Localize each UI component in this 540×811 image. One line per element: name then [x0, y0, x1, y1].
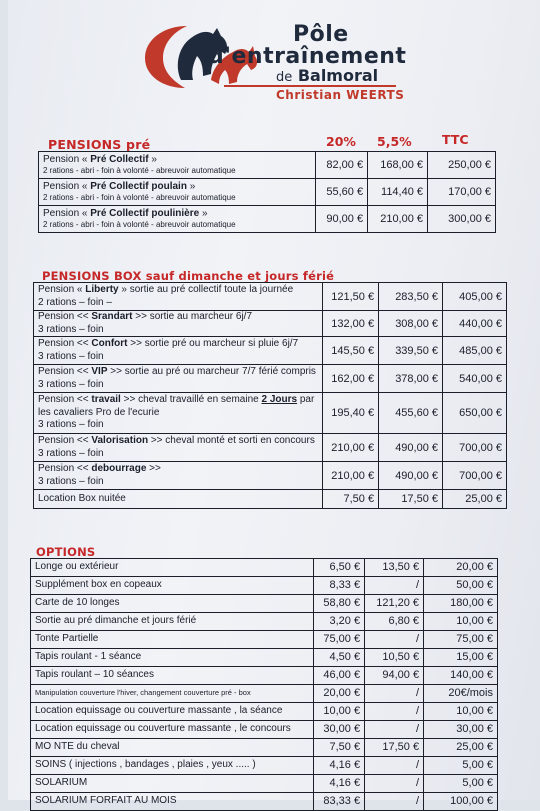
price-ttc: 30,00 € [424, 721, 498, 739]
pension-title-line [38, 366, 318, 379]
price-ttc: 700,00 € [443, 462, 507, 490]
price-ht-5-5: / [365, 793, 424, 811]
pension-details: les cavaliers Pro de l'ecurie [38, 406, 160, 418]
price-ttc: 15,00 € [424, 649, 498, 667]
pension-title-line [43, 181, 195, 192]
pension-description [34, 490, 323, 509]
price-ttc: 5,00 € [424, 775, 498, 793]
table-row [31, 703, 498, 721]
price-ht-20: 132,00 € [323, 311, 379, 337]
brand-location-prefix: de [276, 70, 293, 85]
price-ht-5-5: / [365, 703, 424, 721]
option-label: Sortie au pré dimanche et jours férié [31, 613, 314, 631]
option-label: Longe ou extérieur [31, 559, 314, 577]
pension-suffix: >> sortie au marcheur 6j/7 [132, 311, 253, 322]
price-ttc: 20,00 € [424, 559, 498, 577]
price-ttc: 405,00 € [443, 283, 507, 311]
table-row [31, 613, 498, 631]
option-label: Carte de 10 longes [31, 595, 314, 613]
table-row [31, 775, 498, 793]
pension-suffix: » [148, 153, 157, 165]
price-ttc: 440,00 € [443, 311, 507, 337]
pension-name: VIP [91, 366, 108, 377]
pension-suffix: » [199, 207, 208, 219]
price-ht-20: 121,50 € [323, 283, 379, 311]
brand-owner: Christian WEERTS [276, 88, 405, 102]
price-ht-20: 4,50 € [314, 649, 365, 667]
option-label: SOLARIUM FORFAIT AU MOIS [31, 793, 314, 811]
pension-prefix: Pension << [38, 338, 92, 349]
column-head-ttc: TTC [442, 132, 469, 147]
table-row [31, 577, 498, 595]
pension-title-line [38, 493, 318, 506]
price-ht-20: 4,16 € [314, 757, 365, 775]
table-row [39, 179, 496, 206]
pension-description [34, 337, 323, 365]
option-label: Location equissage ou couverture massante , le concours [31, 721, 314, 739]
section-title-pensions-pre: PENSIONS pré [48, 137, 151, 152]
price-ttc: 650,00 € [443, 393, 507, 434]
section-title-options: OPTIONS [36, 545, 96, 559]
pension-prefix: Pension << [38, 366, 92, 377]
price-ttc: 25,00 € [424, 739, 498, 757]
pension-suffix: >> sortie au pré ou marcheur 7/7 férié compris [107, 366, 316, 377]
price-ht-20: 7,50 € [314, 739, 365, 757]
pension-name: Confort [91, 338, 128, 349]
price-ht-5-5: 17,50 € [365, 739, 424, 757]
option-label: Tapis roulant - 1 séance [31, 649, 314, 667]
pension-title-line [38, 435, 318, 448]
table-row [31, 667, 498, 685]
pension-suffix: >> [146, 463, 161, 474]
price-ht-5-5: 13,50 € [365, 559, 424, 577]
pension-title-line [38, 311, 318, 324]
price-ttc: 20€/mois [424, 685, 498, 703]
table-row [31, 649, 498, 667]
price-ht-20: 82,00 € [316, 152, 368, 179]
pension-details: 3 rations – foin [38, 378, 104, 390]
pension-title-line [43, 154, 157, 165]
pension-suffix: » [186, 180, 196, 192]
pension-extra: 2 Jours [261, 394, 298, 406]
pension-description [34, 393, 323, 434]
pension-details: 2 rations - abri - foin à volonté - abreuvoir automatique [43, 220, 236, 230]
option-label: SOINS ( injections , bandages , plaies , yeux ..... ) [31, 757, 314, 775]
price-ht-5-5: 339,50 € [379, 337, 443, 365]
option-label: Manipulation couverture l'hiver, changement couverture pré - box [31, 685, 314, 703]
price-ttc: 5,00 € [424, 757, 498, 775]
price-ht-20: 162,00 € [323, 365, 379, 393]
brand-rule [224, 85, 396, 87]
pension-name: Pré Collectif [90, 153, 149, 165]
pension-name: Valorisation [91, 435, 149, 446]
pension-title-line [43, 208, 208, 219]
pension-description [34, 283, 323, 311]
price-ht-5-5: / [365, 685, 424, 703]
pension-suffix2: par [297, 394, 315, 406]
table-row [39, 152, 496, 179]
pensions-box-table [33, 282, 507, 509]
table-row [31, 793, 498, 811]
price-sheet [8, 0, 540, 807]
table-row [34, 462, 507, 490]
price-ht-20: 30,00 € [314, 721, 365, 739]
price-ht-20: 210,00 € [323, 462, 379, 490]
price-ttc: 170,00 € [428, 179, 496, 206]
pension-title-line [38, 284, 318, 297]
table-row [31, 721, 498, 739]
price-ht-20: 6,50 € [314, 559, 365, 577]
pension-name: Srandart [91, 311, 133, 322]
price-ttc: 700,00 € [443, 434, 507, 462]
pension-prefix: Pension << [38, 463, 92, 474]
pension-description [39, 179, 316, 206]
brand-title-line1: Pôle [293, 22, 349, 47]
price-ht-20: 7,50 € [323, 490, 379, 509]
pension-suffix: » sortie au pré collectif toute la journée [118, 284, 294, 295]
table-row [34, 337, 507, 365]
brand-location [276, 66, 378, 85]
option-label: Supplément box en copeaux [31, 577, 314, 595]
price-ttc: 75,00 € [424, 631, 498, 649]
price-ht-5-5: 210,00 € [368, 206, 428, 233]
price-ttc: 250,00 € [428, 152, 496, 179]
price-ttc: 50,00 € [424, 577, 498, 595]
price-ht-20: 8,33 € [314, 577, 365, 595]
price-ht-5-5: 283,50 € [379, 283, 443, 311]
price-ttc: 10,00 € [424, 613, 498, 631]
price-ht-5-5: 6,80 € [365, 613, 424, 631]
option-label: MO NTE du cheval [31, 739, 314, 757]
table-row [34, 490, 507, 509]
table-row [31, 559, 498, 577]
price-ht-20: 10,00 € [314, 703, 365, 721]
option-label: SOLARIUM [31, 775, 314, 793]
price-ht-20: 210,00 € [323, 434, 379, 462]
table-row [31, 757, 498, 775]
price-ttc: 540,00 € [443, 365, 507, 393]
price-ht-20: 55,60 € [316, 179, 368, 206]
pension-description [34, 462, 323, 490]
options-table [30, 558, 498, 811]
option-label: Tonte Partielle [31, 631, 314, 649]
table-row [39, 206, 496, 233]
pension-name: Pré Collectif poulinière [90, 207, 200, 219]
price-ttc: 300,00 € [428, 206, 496, 233]
price-ht-5-5: 17,50 € [379, 490, 443, 509]
price-ht-5-5: 114,40 € [368, 179, 428, 206]
table-row [31, 595, 498, 613]
price-ht-5-5: 308,00 € [379, 311, 443, 337]
price-ht-5-5: 378,00 € [379, 365, 443, 393]
price-ht-20: 195,40 € [323, 393, 379, 434]
brand-title-line2: d'entraînement [208, 44, 407, 69]
pension-suffix: >> sortie pré ou marcheur si pluie 6j/7 [127, 338, 299, 349]
column-head-5-5: 5,5% [377, 134, 412, 149]
price-ht-20: 83,33 € [314, 793, 365, 811]
price-ht-5-5: 490,00 € [379, 434, 443, 462]
table-row [34, 283, 507, 311]
pension-description [39, 152, 316, 179]
pension-description [34, 311, 323, 337]
pension-prefix: Pension « [43, 153, 91, 165]
table-row [34, 393, 507, 434]
price-ht-5-5: 10,50 € [365, 649, 424, 667]
pension-details: 3 rations – foin [38, 475, 104, 487]
table-row [31, 631, 498, 649]
price-ttc: 140,00 € [424, 667, 498, 685]
pension-details: 3 rations – foin [38, 447, 104, 459]
table-row [34, 365, 507, 393]
pension-suffix: >> cheval travaillé en semaine [120, 394, 262, 406]
pension-suffix: Location Box nuitée [38, 492, 126, 504]
table-row [31, 739, 498, 757]
pension-title-line [38, 463, 318, 476]
price-ht-5-5: / [365, 631, 424, 649]
option-label: Tapis roulant – 10 séances [31, 667, 314, 685]
price-ht-20: 75,00 € [314, 631, 365, 649]
pension-title-line [38, 338, 318, 351]
pension-name: Pré Collectif poulain [90, 180, 187, 192]
price-ttc: 100,00 € [424, 793, 498, 811]
price-ht-5-5: 455,60 € [379, 393, 443, 434]
pension-details: 2 rations – foin – [38, 296, 112, 308]
price-ht-5-5: 94,00 € [365, 667, 424, 685]
pension-description [39, 206, 316, 233]
pension-suffix: >> cheval monté et sorti en concours [148, 435, 315, 446]
price-ht-5-5: / [365, 721, 424, 739]
pension-details: 2 rations - abri - foin à volonté - abreuvoir automatique [43, 166, 236, 176]
pension-description [34, 434, 323, 462]
table-row [34, 311, 507, 337]
price-ttc: 25,00 € [443, 490, 507, 509]
price-ht-20: 58,80 € [314, 595, 365, 613]
price-ht-20: 46,00 € [314, 667, 365, 685]
pension-prefix: Pension << [38, 394, 92, 406]
pension-title-line [38, 394, 318, 407]
pension-name: debourrage [91, 463, 147, 474]
pension-name: travail [91, 394, 121, 406]
price-ht-20: 20,00 € [314, 685, 365, 703]
table-row [34, 434, 507, 462]
pension-prefix: Pension << [38, 311, 92, 322]
pension-details: 2 rations - abri - foin à volonté - abreuvoir automatique [43, 193, 236, 203]
price-ht-20: 145,50 € [323, 337, 379, 365]
price-ht-5-5: 121,20 € [365, 595, 424, 613]
column-head-20: 20% [326, 134, 356, 149]
pension-prefix: Pension << [38, 435, 92, 446]
price-ht-5-5: / [365, 757, 424, 775]
option-label: Location equissage ou couverture massante , la séance [31, 703, 314, 721]
pension-prefix: Pension « [43, 180, 91, 192]
pension-details: 3 rations – foin [38, 323, 104, 335]
price-ttc: 180,00 € [424, 595, 498, 613]
price-ht-5-5: 168,00 € [368, 152, 428, 179]
pensions-pre-table [38, 151, 496, 233]
pension-description [34, 365, 323, 393]
pension-name: Liberty [85, 284, 119, 295]
section-title-pensions-box: PENSIONS BOX sauf dimanche et jours férié [42, 269, 335, 283]
price-ttc: 10,00 € [424, 703, 498, 721]
table-row [31, 685, 498, 703]
price-ht-5-5: / [365, 577, 424, 595]
pension-prefix: Pension « [38, 284, 86, 295]
price-ht-5-5: 490,00 € [379, 462, 443, 490]
pension-prefix: Pension « [43, 207, 91, 219]
pension-details: 3 rations – foin [38, 350, 104, 362]
price-ht-20: 4,16 € [314, 775, 365, 793]
brand-location-name: Balmoral [297, 66, 379, 85]
price-ht-20: 3,20 € [314, 613, 365, 631]
pension-details-2: 3 rations – foin [38, 419, 104, 431]
price-ttc: 485,00 € [443, 337, 507, 365]
price-ht-20: 90,00 € [316, 206, 368, 233]
price-ht-5-5: / [365, 775, 424, 793]
